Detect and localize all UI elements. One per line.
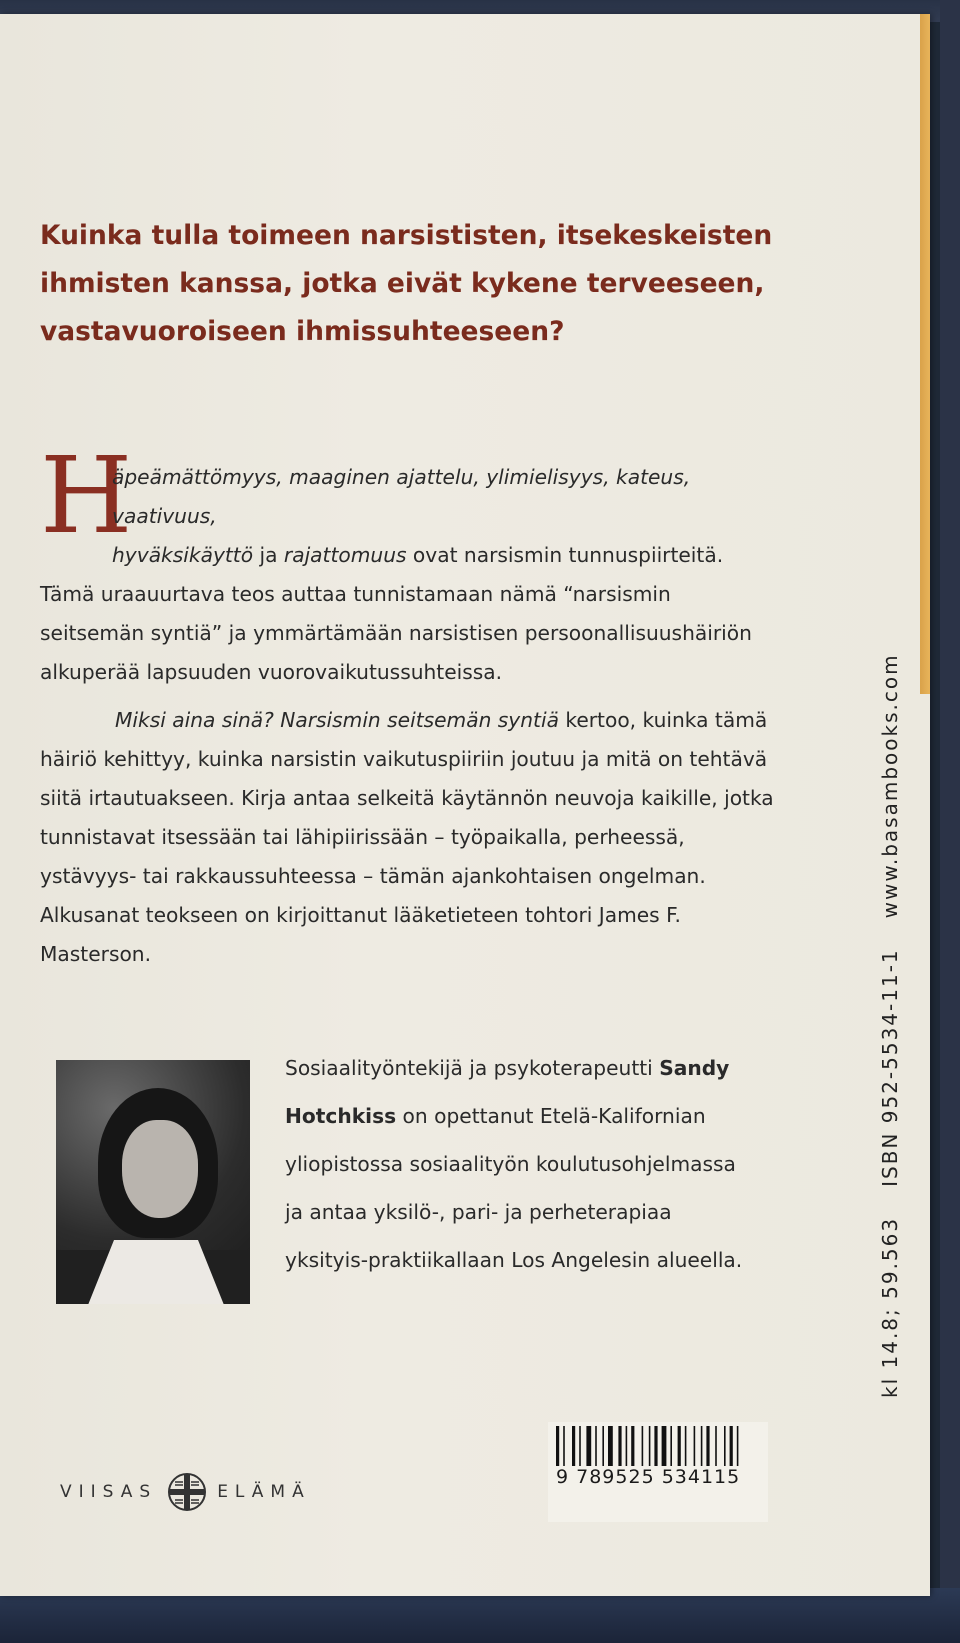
traits-italic: äpeämättömyys, maaginen ajattelu, ylimielisyys, kateus, vaativuus, <box>112 465 691 528</box>
website-url: www.basambooks.com <box>878 653 902 919</box>
spine-info <box>878 653 908 1398</box>
publisher-logo <box>60 1472 311 1512</box>
description-paragraph-1-rest: Tämä uraauurtava teos auttaa tunnistamaan nämä “narsismin seitsemän syntiä” ja ymmärtämään narsistisen persoonallisuushäiriön alkuperää lapsuuden vuorovaikutussuhteissa. <box>40 582 752 684</box>
publisher-name-right: ELÄMÄ <box>217 1482 311 1502</box>
description-paragraph-1: äpeämättömyys, maaginen ajattelu, ylimielisyys, kateus, vaativuus, hyväksikäyttö ja rajattomuus ovat narsismin tunnuspiirteitä. Tämä uraauurtava teos auttaa tunnistamaan nämä “narsismin seitsemän syntiä” ja ymmärtämään narsistisen persoonallisuushäiriön alkuperää lapsuuden vuorovaikutussuhteissa. <box>40 465 752 684</box>
barcode-number: 9 789525 534115 <box>556 1466 741 1488</box>
table-background-bottom <box>0 1588 960 1643</box>
author-name: Sandy Hotchkiss <box>285 1056 730 1128</box>
author-photo <box>56 1060 250 1304</box>
trait-italic-b: rajattomuus <box>283 543 407 567</box>
classification: kl 14.8; 59.563 <box>878 1216 902 1398</box>
cover-orange-edge <box>920 14 930 694</box>
tagline: Kuinka tulla toimeen narsististen, itsekeskeisten ihmisten kanssa, jotka eivät kykene terveeseen, vastavuoroiseen ihmissuhteeseen? <box>40 220 773 347</box>
publisher-name-left: VIISAS <box>60 1482 158 1502</box>
drop-cap: H <box>40 434 133 557</box>
description-paragraph-2: Miksi aina sinä? Narsismin seitsemän syntiä kertoo, kuinka tämä häiriö kehittyy, kuinka narsistin vaikutuspiiriin joutuu ja mitä on tehtävä siitä irtautuakseen. Kirja antaa selkeitä käytännön neuvoja kaikille, jotka tunnistavat itsessään tai lähipiirissään – työpaikalla, perheessä, ystävyys- tai rakkaussuhteessa – tämän ajankohtaisen ongelman. Alkusanat teokseen on kirjoittanut lääketieteen tohtori James F. Masterson. <box>40 708 774 966</box>
book-title-italic: Miksi aina sinä? Narsismin seitsemän syntiä <box>115 708 559 732</box>
table-background-right <box>940 0 960 1643</box>
publisher-cross-logo-icon <box>167 1472 207 1512</box>
author-bio: Sosiaalityöntekijä ja psykoterapeutti Sandy Hotchkiss on opettanut Etelä-Kalifornian yliopistossa sosiaalityön koulutusohjelmassa ja antaa yksilö-, pari- ja perheterapiaa yksityis-praktiikallaan Los Angelesin alueella. <box>285 1056 743 1272</box>
isbn: ISBN 952-5534-11-1 <box>878 948 902 1187</box>
trait-italic-a: hyväksikäyttö <box>112 543 254 567</box>
